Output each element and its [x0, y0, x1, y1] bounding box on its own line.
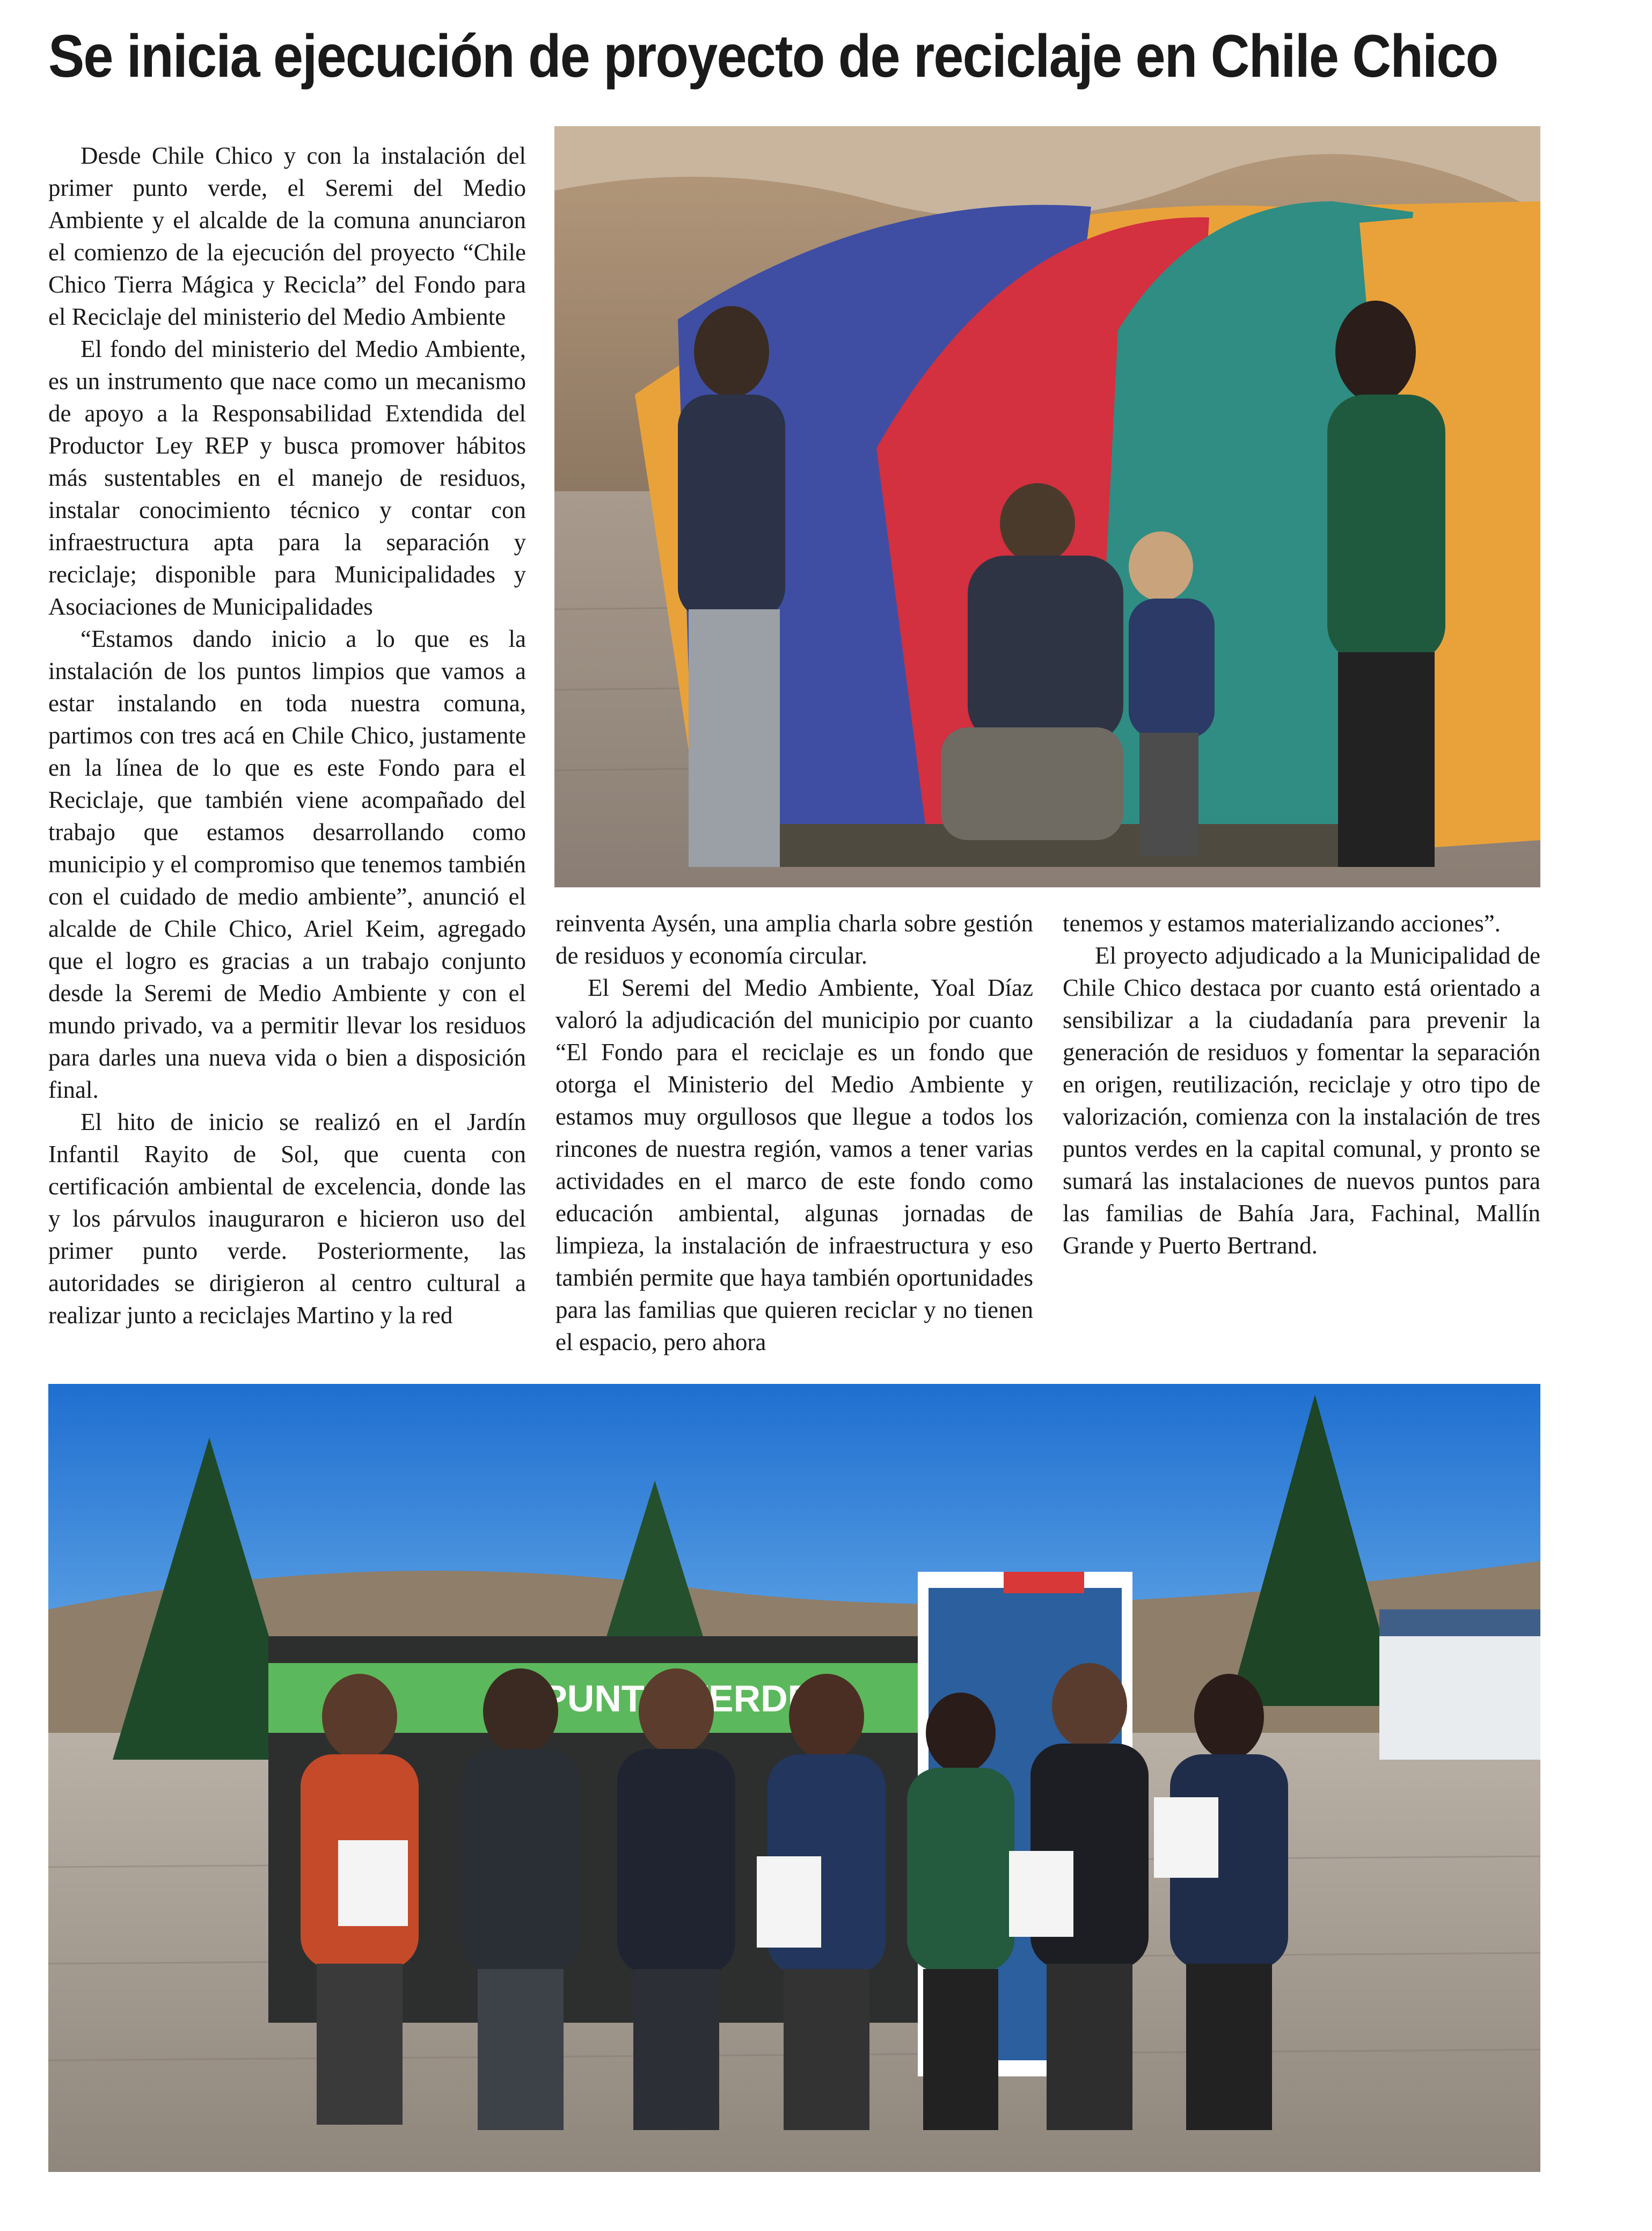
article-column-1 — [48, 140, 526, 1331]
punto-verde-sign: PUNTO VERDE — [542, 1678, 813, 1719]
photo-bottom-illustration — [48, 1384, 1540, 2172]
photo-top-illustration — [554, 126, 1540, 887]
photo-unveiling-punto-verde — [554, 126, 1540, 887]
paragraph: reinventa Aysén, una amplia charla sobre gestión de residuos y economía circular. — [555, 910, 1033, 969]
paragraph: El Seremi del Medio Ambiente, Yoal Díaz valoró la adjudicación del municipio por cuanto “El Fondo para el reciclaje es un fondo que otorga el Ministerio del Medio Ambiente y estamos muy orgullosos que llegue a todos los rincones de nuestra región, vamos a tener varias actividades en el marco de este fondo como educación ambiental, algunas jornadas de limpieza, la instalación de infraestructura y eso también permite que haya también oportunidades para las familias que quieren reciclar y no tienen el espacio, pero ahora — [555, 974, 1033, 1355]
paragraph: Desde Chile Chico y con la instalación del primer punto verde, el Seremi del Medio Ambiente y el alcalde de la comuna anunciaron el comienzo de la ejecución del proyecto “Chile Chico Tierra Mágica y Recicla” del Fondo para el Reciclaje del ministerio del Medio Ambiente — [48, 142, 526, 330]
paragraph: tenemos y estamos materializando acciones”. — [1063, 910, 1501, 937]
paragraph: El fondo del ministerio del Medio Ambiente, es un instrumento que nace como un mecanismo de apoyo a la Responsabilidad Extendida del Productor Ley REP y busca promover hábitos más sustentables en el manejo de residuos, instalar conocimiento técnico y contar con infraestructura apta para la separación y reciclaje; disponible para Municipalidades y Asociaciones de Municipalidades — [48, 336, 526, 620]
article-title: Se inicia ejecución de proyecto de reciclaje en Chile Chico — [48, 23, 1498, 90]
paragraph: El proyecto adjudicado a la Municipalidad de Chile Chico destaca por cuanto está orientado a sensibilizar a la ciudadanía para prevenir la generación de residuos y fomentar la separación en origen, reutilización, reciclaje y otro tipo de valorización, comienza con la instalación de tres puntos verdes en la capital comunal, y pronto se sumará las instalaciones de nuevos puntos para las familias de Bahía Jara, Fachinal, Mallín Grande y Puerto Bertrand. — [1063, 942, 1540, 1259]
photo-group-punto-verde — [48, 1384, 1540, 2172]
article-column-2 — [555, 907, 1033, 1358]
article-column-3 — [1063, 907, 1540, 1262]
paragraph: El hito de inicio se realizó en el Jardín Infantil Rayito de Sol, que cuenta con certificación ambiental de excelencia, donde las y los párvulos inauguraron e hicieron uso del primer punto verde. Posteriormente, las autoridades se dirigieron al centro cultural a realizar junto a reciclajes Martino y la red — [48, 1109, 526, 1329]
paragraph: “Estamos dando inicio a lo que es la instalación de los puntos limpios que vamos a estar instalando en toda nuestra comuna, partimos con tres acá en Chile Chico, justamente en la línea de lo que es este Fondo para el Reciclaje, que también viene acompañado del trabajo que estamos desarrollando como municipio y el compromiso que tenemos también con el cuidado de medio ambiente”, anunció el alcalde de Chile Chico, Ariel Keim, agregado que el logro es gracias a un trabajo conjunto desde la Seremi de Medio Ambiente y con el mundo privado, va a permitir llevar los residuos para darles una nueva vida o bien a disposición final. — [48, 625, 526, 1103]
